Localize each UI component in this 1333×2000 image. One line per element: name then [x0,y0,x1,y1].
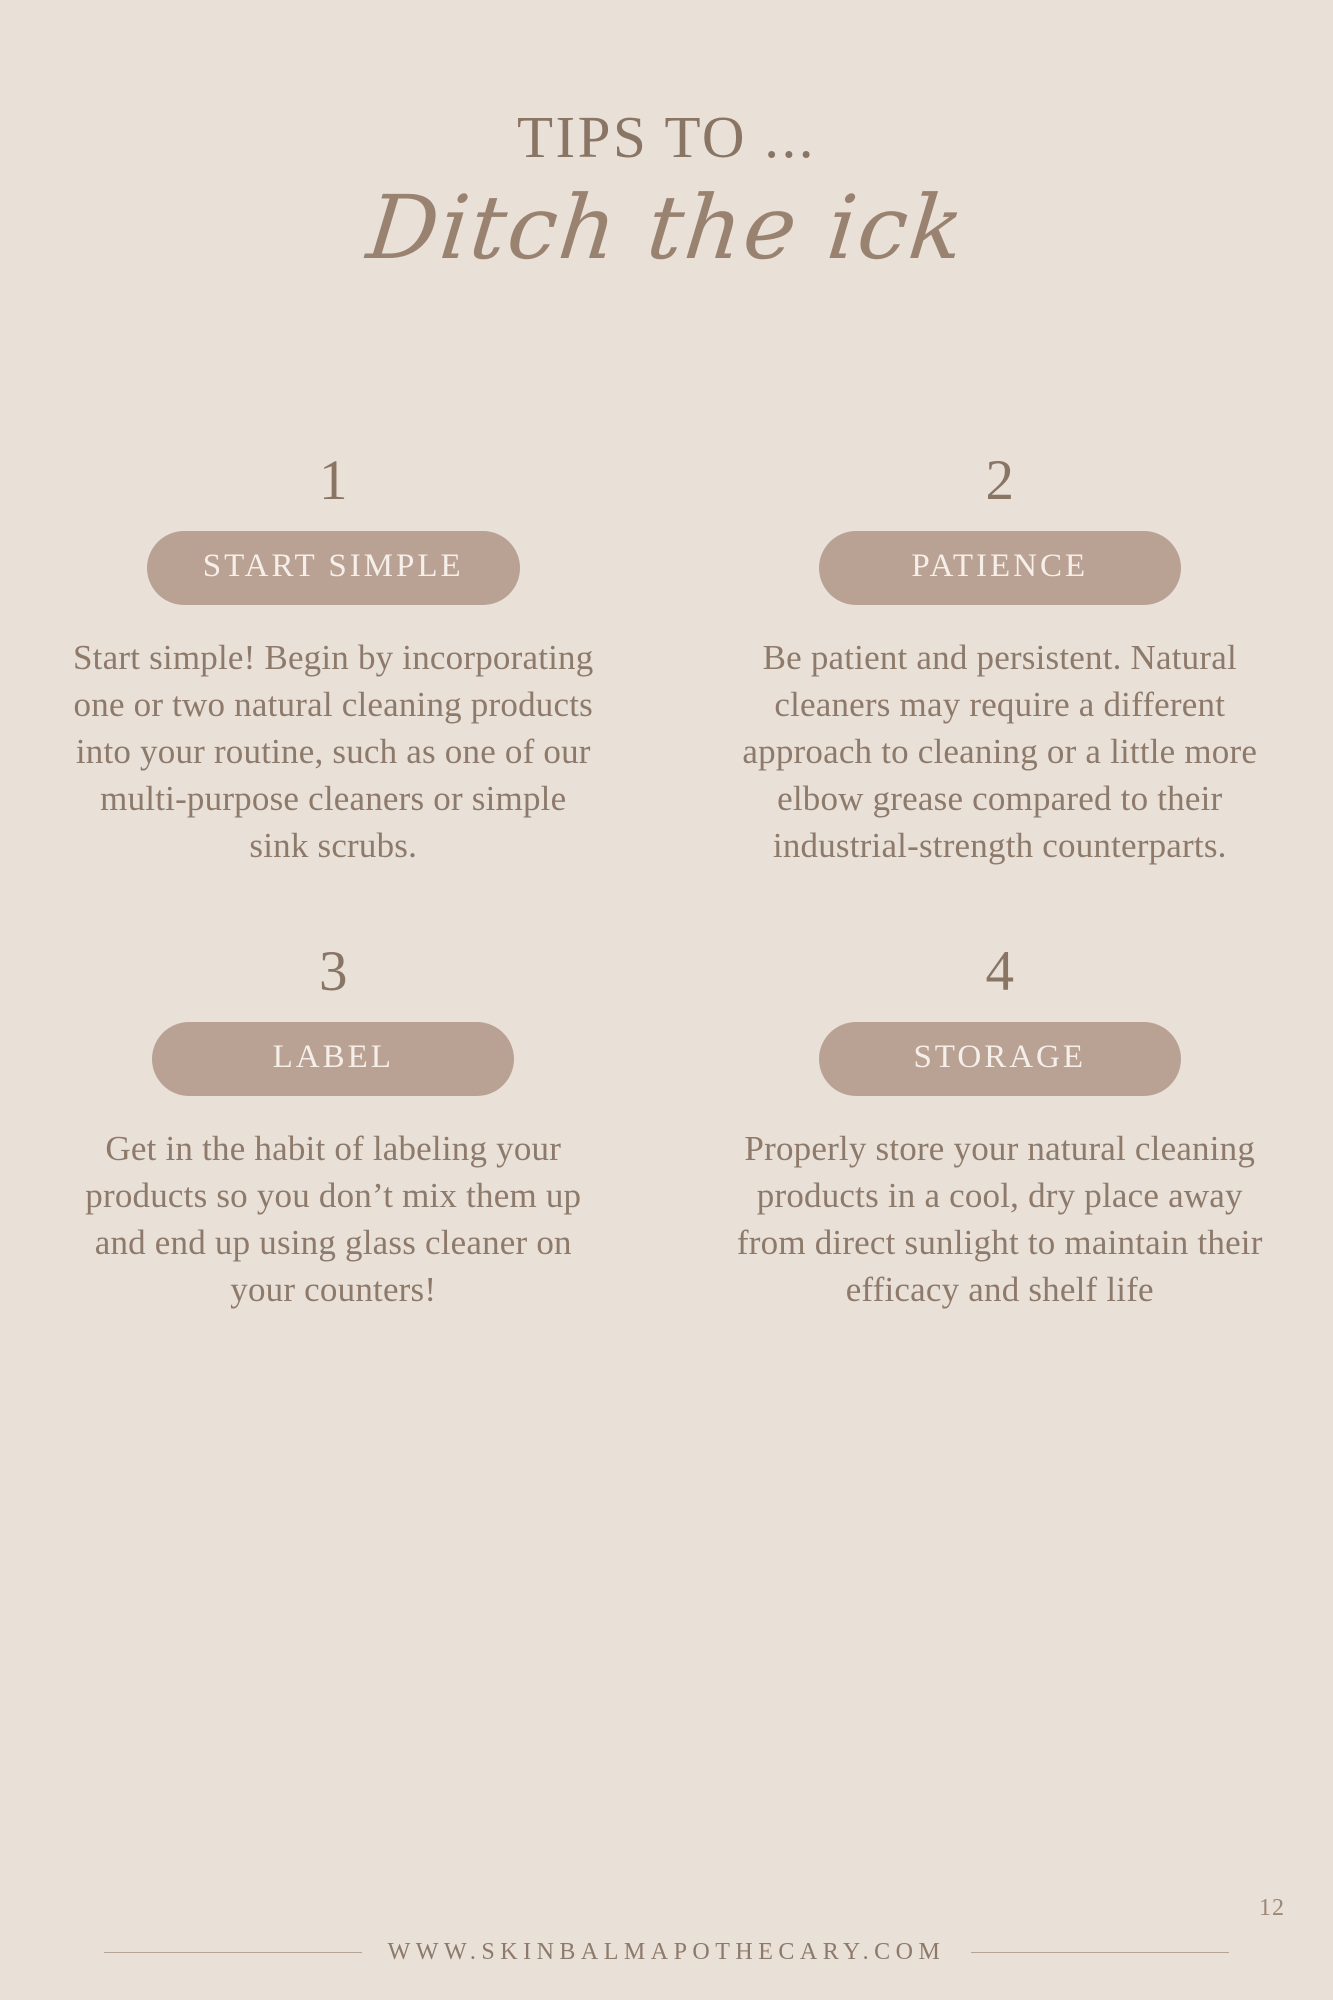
tips-grid [0,449,1333,1314]
footer-website-url: WWW.SKINBALMAPOTHECARY.COM [387,1939,946,1965]
tip-card-2 [667,449,1333,869]
tip-body: Get in the habit of labeling your products so you don’t mix them up and end up using glass cleaner on your counters! [85,1129,582,1310]
tip-label-pill-storage: STORAGE [819,1022,1181,1096]
tip-number: 4 [985,940,1014,1004]
tip-label-pill-patience: PATIENCE [819,531,1181,605]
tip-body: Properly store your natural cleaning products in a cool, dry place away from direct sunlight to maintain their efficacy and shelf life [736,1129,1263,1310]
tip-number: 3 [319,940,348,1004]
page-footer [0,1939,1333,1966]
divider-left [104,1952,362,1953]
page-eyebrow: TIPS TO ... [516,104,817,170]
page-number: 12 [1259,1895,1285,1921]
tip-body: Start simple! Begin by incorporating one or two natural cleaning products into your routine, such as one of our multi-purpose cleaners or simple sink scrubs. [73,638,594,865]
tip-number: 1 [319,449,348,512]
tip-card-3 [0,940,667,1314]
footer-rule-wrap [0,1939,1333,1966]
tip-body: Be patient and persistent. Natural cleaners may require a different approach to cleaning or a little more elbow grease compared to their industrial-strength counterparts. [742,638,1258,865]
page-header [0,0,1333,283]
page-title: Ditch the ick [362,176,971,279]
tip-card-4 [667,940,1333,1314]
tip-label-pill-start-simple: START SIMPLE [147,531,520,605]
divider-right [971,1952,1229,1953]
tip-card-1 [0,449,667,869]
tip-label-pill-label: LABEL [152,1022,514,1096]
tip-number: 2 [985,449,1014,512]
